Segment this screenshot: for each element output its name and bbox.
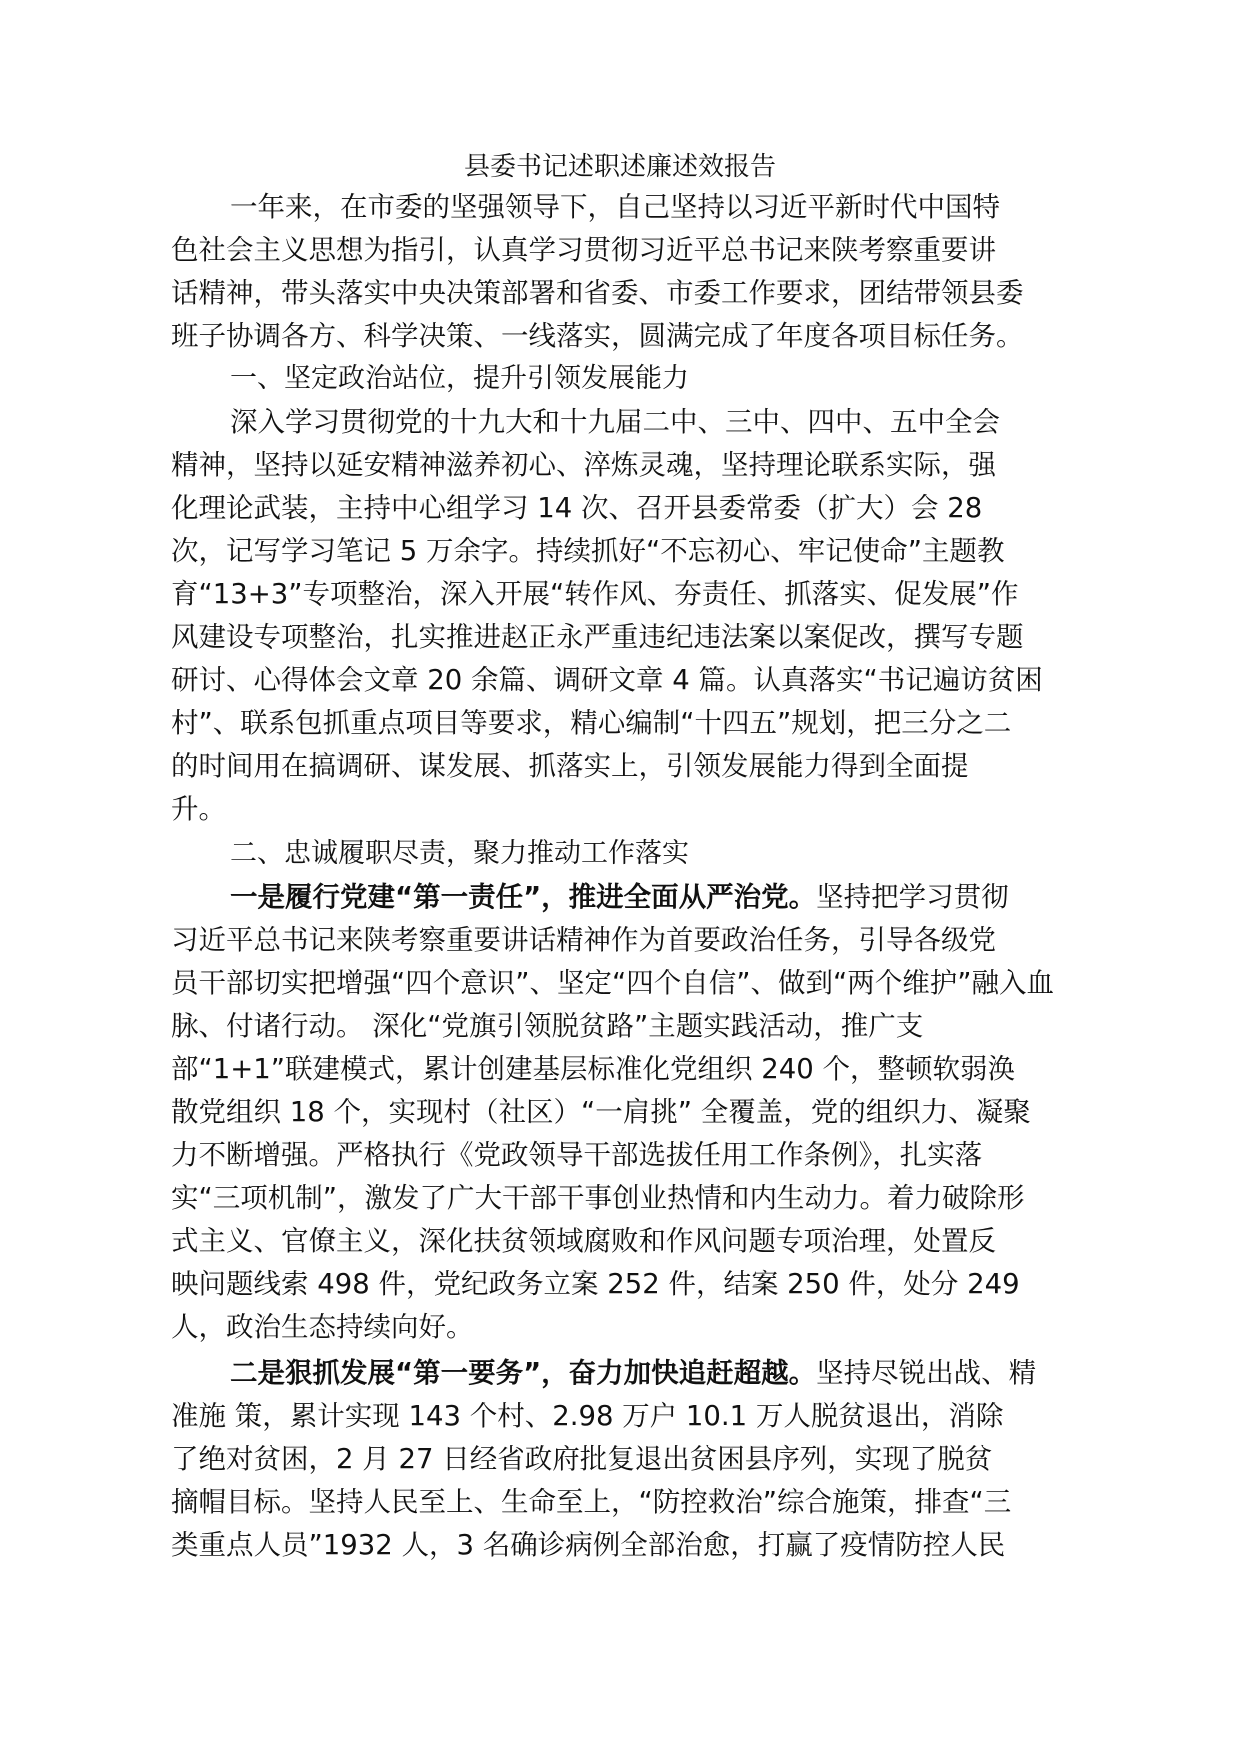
item-2-line-2: 了绝对贫困，2 月 27 日经省政府批复退出贫困县序列，实现了脱贫 [171, 1443, 993, 1475]
item-1-line-2: 员干部切实把增强“四个意识”、坚定“四个自信”、做到“两个维护”融入血 [171, 967, 1054, 999]
item-1-line-7: 实“三项机制”，激发了广大干部干事创业热情和内生动力。着力破除形 [171, 1182, 1025, 1214]
section-1-line-2: 精神，坚持以延安精神滋养初心、淬炼灵魂，坚持理论联系实际，强 [171, 449, 996, 481]
section-1-heading: 一、坚定政治站位，提升引领发展能力 [230, 363, 689, 394]
item-2-line-1: 准施 策，累计实现 143 个村、2.98 万户 10.1 万人脱贫退出，消除 [171, 1400, 1004, 1432]
section-1-line-1: 深入学习贯彻党的十九大和十九届二中、三中、四中、五中全会 [230, 406, 1000, 438]
item-2-lead-rest: 坚持尽锐出战、精 [816, 1357, 1037, 1389]
item-1-first-line [230, 876, 1230, 918]
item-1-line-5: 散党组织 18 个，实现村（社区）“一肩挑” 全覆盖，党的组织力、凝聚 [171, 1096, 1031, 1128]
section-1-line-10: 升。 [171, 793, 226, 825]
section-2-heading: 二、忠诚履职尽责，聚力推动工作落实 [230, 838, 689, 869]
item-2-lead: 二是狠抓发展“第一要务”，奋力加快追赶超越。 [230, 1357, 817, 1389]
intro-line-2: 色社会主义思想为指引，认真学习贯彻习近平总书记来陕考察重要讲 [171, 234, 996, 266]
section-1-line-5: 育“13+3”专项整治，深入开展“转作风、夯责任、抓落实、促发展”作 [171, 578, 1019, 610]
item-1-line-9: 映问题线索 498 件，党纪政务立案 252 件，结案 250 件，处分 249 [171, 1268, 1020, 1300]
item-2-line-4: 类重点人员”1932 人，3 名确诊病例全部治愈，打赢了疫情防控人民 [171, 1529, 1006, 1561]
item-1-line-3: 脉、付诸行动。 深化“党旗引领脱贫路”主题实践活动，推广支 [171, 1010, 924, 1042]
item-1-line-1: 习近平总书记来陕考察重要讲话精神作为首要政治任务，引导各级党 [171, 924, 996, 956]
intro-line-1: 一年来，在市委的坚强领导下，自己坚持以习近平新时代中国特 [230, 191, 1000, 223]
item-1-lead: 一是履行党建“第一责任”，推进全面从严治党。 [230, 881, 817, 913]
intro-line-4: 班子协调各方、科学决策、一线落实，圆满完成了年度各项目标任务。 [171, 320, 1024, 352]
intro-line-3: 话精神，带头落实中央决策部署和省委、市委工作要求，团结带领县委 [171, 277, 1024, 309]
item-1-line-8: 式主义、官僚主义，深化扶贫领域腐败和作风问题专项治理，处置反 [171, 1225, 996, 1257]
section-1-line-7: 研讨、心得体会文章 20 余篇、调研文章 4 篇。认真落实“书记遍访贫困 [171, 664, 1043, 696]
item-2-line-3: 摘帽目标。坚持人民至上、生命至上，“防控救治”综合施策，排查“三 [171, 1486, 1012, 1518]
item-1-lead-rest: 坚持把学习贯彻 [816, 881, 1009, 913]
item-2-first-line [230, 1352, 1230, 1394]
item-1-line-6: 力不断增强。严格执行《党政领导干部选拔任用工作条例》，扎实落 [171, 1139, 983, 1171]
section-1-line-3: 化理论武装，主持中心组学习 14 次、召开县委常委（扩大）会 28 [171, 492, 983, 524]
item-1-line-10: 人，政治生态持续向好。 [171, 1311, 474, 1343]
item-1-line-4: 部“1+1”联建模式，累计创建基层标准化党组织 240 个，整顿软弱涣 [171, 1053, 1015, 1085]
section-1-line-4: 次，记写学习笔记 5 万余字。持续抓好“不忘初心、牢记使命”主题教 [171, 535, 1005, 567]
section-1-line-9: 的时间用在搞调研、谋发展、抓落实上，引领发展能力得到全面提 [171, 750, 969, 782]
section-1-line-8: 村”、联系包抓重点项目等要求，精心编制“十四五”规划，把三分之二 [171, 707, 1012, 739]
section-1-line-6: 风建设专项整治，扎实推进赵正永严重违纪违法案以案促改，撰写专题 [171, 621, 1024, 653]
document-title: 县委书记述职述廉述效报告 [463, 152, 776, 182]
